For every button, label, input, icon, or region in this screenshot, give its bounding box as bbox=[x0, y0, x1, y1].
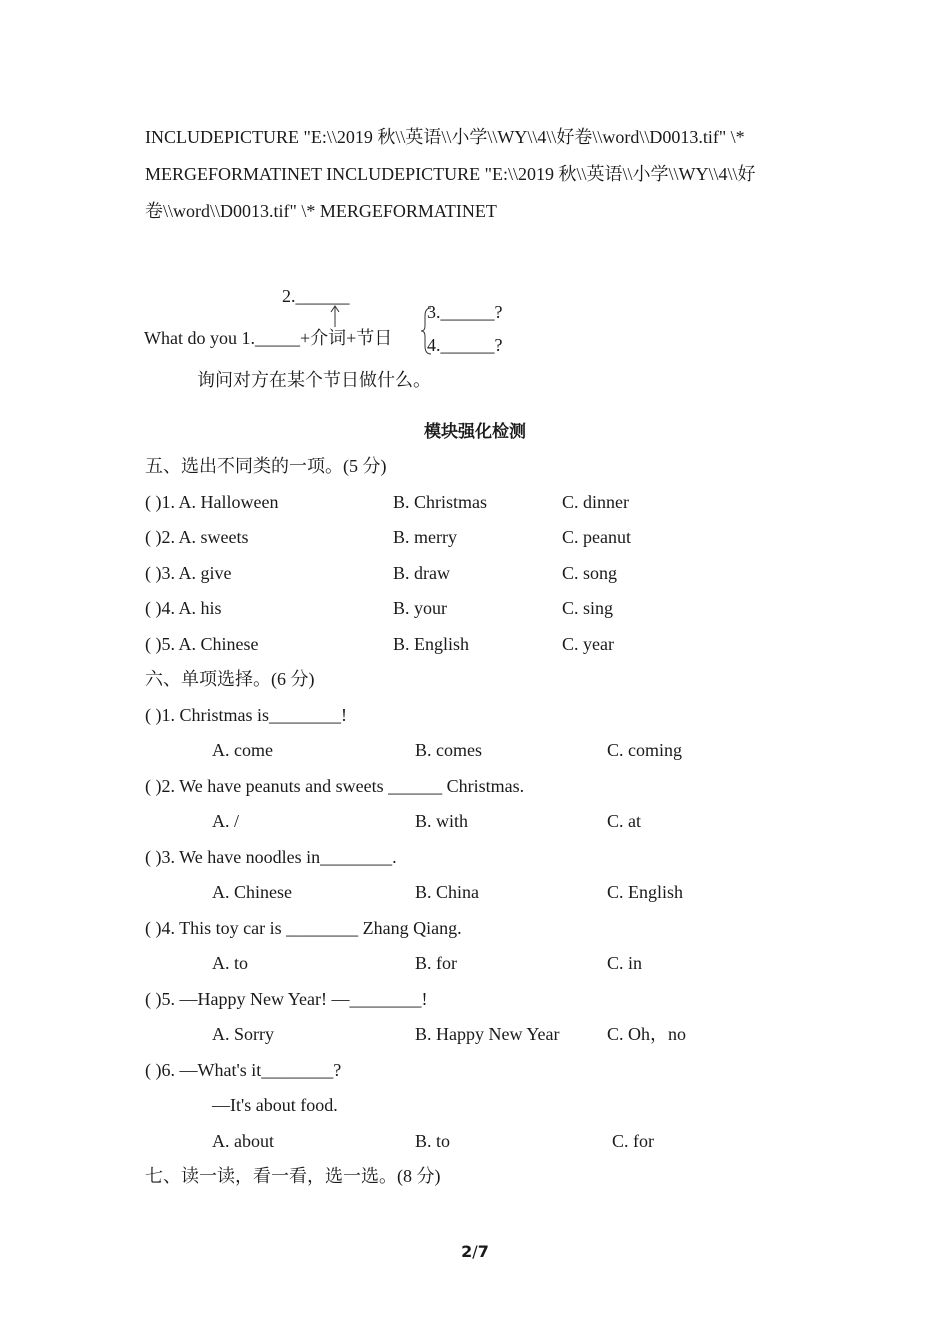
s6-q2-c: C. at bbox=[607, 811, 641, 831]
s5-item-3-c: C. song bbox=[562, 563, 618, 583]
s6-q4-b: B. for bbox=[415, 953, 457, 973]
section-7-heading: 七、读一读，看一看，选一选。(8 分) bbox=[145, 1166, 441, 1186]
field-code-line-3: 卷\\word\\D0013.tif" \* MERGEFORMATINET bbox=[145, 201, 497, 221]
s6-q5-c: C. Oh，no bbox=[607, 1024, 687, 1044]
s6-q3: ( )3. We have noodles in________. bbox=[145, 847, 397, 867]
s6-q2: ( )2. We have peanuts and sweets ______ Christmas. bbox=[145, 776, 525, 796]
s5-item-5-c: C. year bbox=[562, 634, 614, 654]
s5-item-5-b: B. English bbox=[393, 634, 470, 654]
section-5-heading: 五、选出不同类的一项。(5 分) bbox=[145, 456, 387, 476]
s5-item-5-a: ( )5. A. Chinese bbox=[145, 634, 259, 654]
s6-q1-a: A. come bbox=[212, 740, 273, 760]
s5-item-2-b: B. merry bbox=[393, 527, 457, 547]
s6-q1-b: B. comes bbox=[415, 740, 482, 760]
s6-q4: ( )4. This toy car is ________ Zhang Qiang. bbox=[145, 918, 462, 938]
s6-q6-answer-line: —It's about food. bbox=[212, 1095, 338, 1115]
diagram-blank-3: 3.______? bbox=[427, 302, 503, 322]
s6-q5: ( )5. —Happy New Year! —________! bbox=[145, 989, 428, 1009]
s5-item-3-a: ( )3. A. give bbox=[145, 563, 232, 583]
s6-q6-c: C. for bbox=[612, 1131, 654, 1151]
diagram-caption: 询问对方在某个节日做什么。 bbox=[197, 370, 431, 390]
s6-q6-a: A. about bbox=[212, 1131, 274, 1151]
grammar-diagram bbox=[140, 280, 540, 395]
s5-item-2-c: C. peanut bbox=[562, 527, 631, 547]
s6-q3-c: C. English bbox=[607, 882, 684, 902]
s5-item-2-a: ( )2. A. sweets bbox=[145, 527, 249, 547]
page-number bbox=[0, 1242, 950, 1261]
module-title: 模块强化检测 bbox=[424, 422, 526, 442]
diagram-blank-2: 2.______ bbox=[282, 286, 350, 306]
page-total: 7 bbox=[477, 1242, 489, 1261]
s5-item-3-b: B. draw bbox=[393, 563, 450, 583]
s6-q6: ( )6. —What's it________? bbox=[145, 1060, 342, 1080]
s5-item-1-a: ( )1. A. Halloween bbox=[145, 492, 279, 512]
s6-q1: ( )1. Christmas is________! bbox=[145, 705, 347, 725]
s6-q3-a: A. Chinese bbox=[212, 882, 292, 902]
s6-q2-a: A. / bbox=[212, 811, 239, 831]
s6-q3-b: B. China bbox=[415, 882, 480, 902]
field-code-line-1: INCLUDEPICTURE "E:\\2019 秋\\英语\\小学\\WY\\4\\好卷\\word\\D0013.tif" \* bbox=[145, 127, 745, 147]
s5-item-4-b: B. your bbox=[393, 598, 447, 618]
s5-item-1-b: B. Christmas bbox=[393, 492, 488, 512]
section-6-heading: 六、单项选择。(6 分) bbox=[145, 669, 315, 689]
s6-q1-c: C. coming bbox=[607, 740, 682, 760]
field-code-line-2: MERGEFORMATINET INCLUDEPICTURE "E:\\2019 秋\\英语\\小学\\WY\\4\\好 bbox=[145, 164, 756, 184]
diagram-main-phrase: What do you 1._____+介词+节日 bbox=[144, 328, 393, 348]
s5-item-1-c: C. dinner bbox=[562, 492, 629, 512]
s6-q5-a: A. Sorry bbox=[212, 1024, 274, 1044]
s6-q4-c: C. in bbox=[607, 953, 643, 973]
s6-q2-b: B. with bbox=[415, 811, 469, 831]
s6-q6-b: B. to bbox=[415, 1131, 451, 1151]
page-current: 2 bbox=[461, 1242, 473, 1261]
s6-q4-a: A. to bbox=[212, 953, 248, 973]
page-separator: / bbox=[472, 1242, 478, 1261]
diagram-blank-4: 4.______? bbox=[427, 335, 503, 355]
s5-item-4-a: ( )4. A. his bbox=[145, 598, 222, 618]
s5-item-4-c: C. sing bbox=[562, 598, 614, 618]
s6-q5-b: B. Happy New Year bbox=[415, 1024, 560, 1044]
